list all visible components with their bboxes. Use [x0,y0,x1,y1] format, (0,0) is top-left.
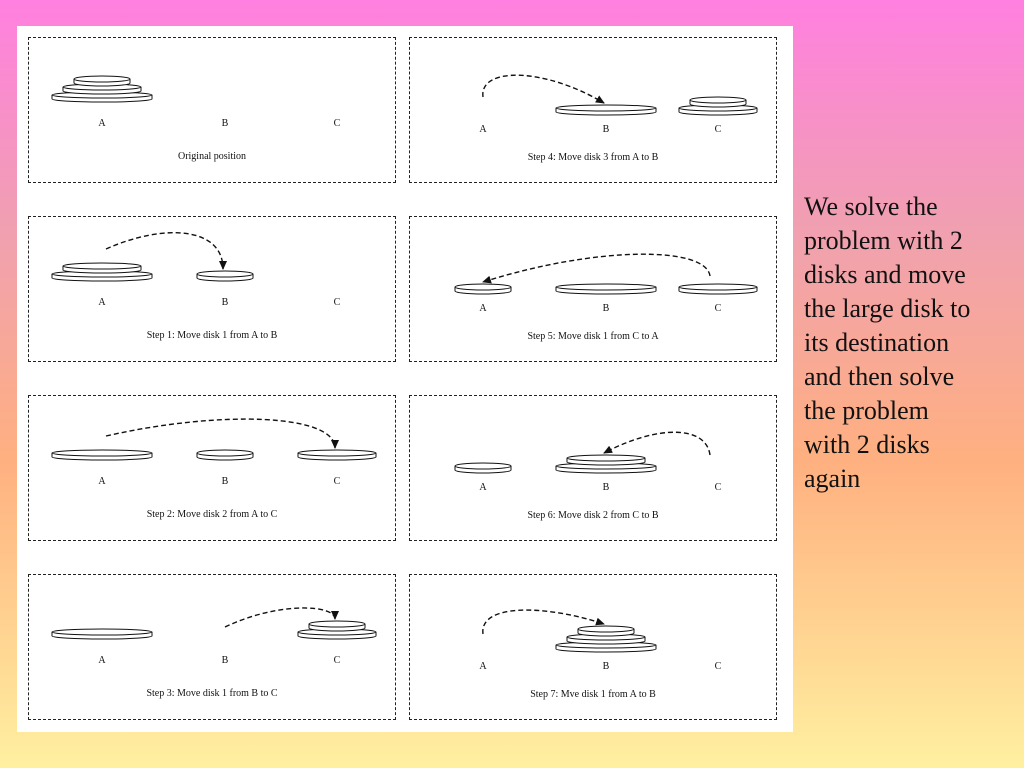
tower-drawing [29,38,397,184]
move-arrow [604,432,710,455]
disk-3 [52,629,152,639]
disk-1 [455,463,511,473]
disk-1 [197,271,253,281]
peg-label-b: B [221,118,229,129]
move-arrow [483,254,710,282]
step-panel-7 [409,574,777,720]
peg-label-a: A [479,482,487,493]
disk-3 [52,450,152,460]
disk-1 [455,284,511,294]
peg-label-c: C [333,655,341,666]
step-caption: Step 6: Move disk 2 from C to B [527,510,659,521]
step-panel-0 [28,37,396,183]
step-panel-1 [28,216,396,362]
step-caption: Step 5: Move disk 1 from C to A [527,331,659,342]
step-caption: Step 2: Move disk 2 from A to C [146,509,278,520]
peg-label-c: C [714,661,722,672]
step-panel-4 [409,37,777,183]
tower-drawing [29,575,397,721]
step-panel-2 [28,395,396,541]
disk-2 [679,284,757,294]
peg-label-b: B [221,655,229,666]
peg-label-b: B [221,297,229,308]
disk-3 [556,284,656,294]
disk-3 [556,105,656,115]
peg-label-a: A [98,655,106,666]
peg-label-b: B [221,476,229,487]
step-caption: Step 1: Move disk 1 from A to B [146,330,278,341]
step-panel-6 [409,395,777,541]
disk-1 [309,621,365,631]
step-panel-3 [28,574,396,720]
peg-label-a: A [98,476,106,487]
diagram-area [17,26,793,732]
explanation-text: We solve the problem with 2 disks and move the large disk to its destination and then solve the problem with 2 disks again [804,192,971,493]
step-caption: Original position [177,151,247,162]
peg-label-a: A [479,661,487,672]
peg-label-c: C [714,303,722,314]
peg-label-c: C [333,118,341,129]
peg-label-c: C [333,476,341,487]
disk-1 [578,626,634,636]
peg-label-a: A [479,124,487,135]
disk-2 [567,455,645,465]
move-arrow [483,75,604,103]
tower-drawing [29,217,397,363]
disk-2 [298,450,376,460]
peg-label-b: B [602,661,610,672]
disk-1 [74,76,130,86]
peg-label-c: C [333,297,341,308]
peg-label-b: B [602,124,610,135]
peg-label-c: C [714,482,722,493]
step-caption: Step 3: Move disk 1 from B to C [146,688,278,699]
tower-drawing [29,396,397,542]
disk-1 [690,97,746,107]
move-arrow [106,419,335,448]
disk-1 [197,450,253,460]
peg-label-a: A [479,303,487,314]
peg-label-a: A [98,118,106,129]
peg-label-a: A [98,297,106,308]
step-panel-5 [409,216,777,362]
step-caption: Step 4: Move disk 3 from A to B [527,152,659,163]
peg-label-b: B [602,303,610,314]
disk-2 [63,263,141,273]
peg-label-c: C [714,124,722,135]
peg-label-b: B [602,482,610,493]
step-caption: Step 7: Mve disk 1 from A to B [530,689,656,700]
